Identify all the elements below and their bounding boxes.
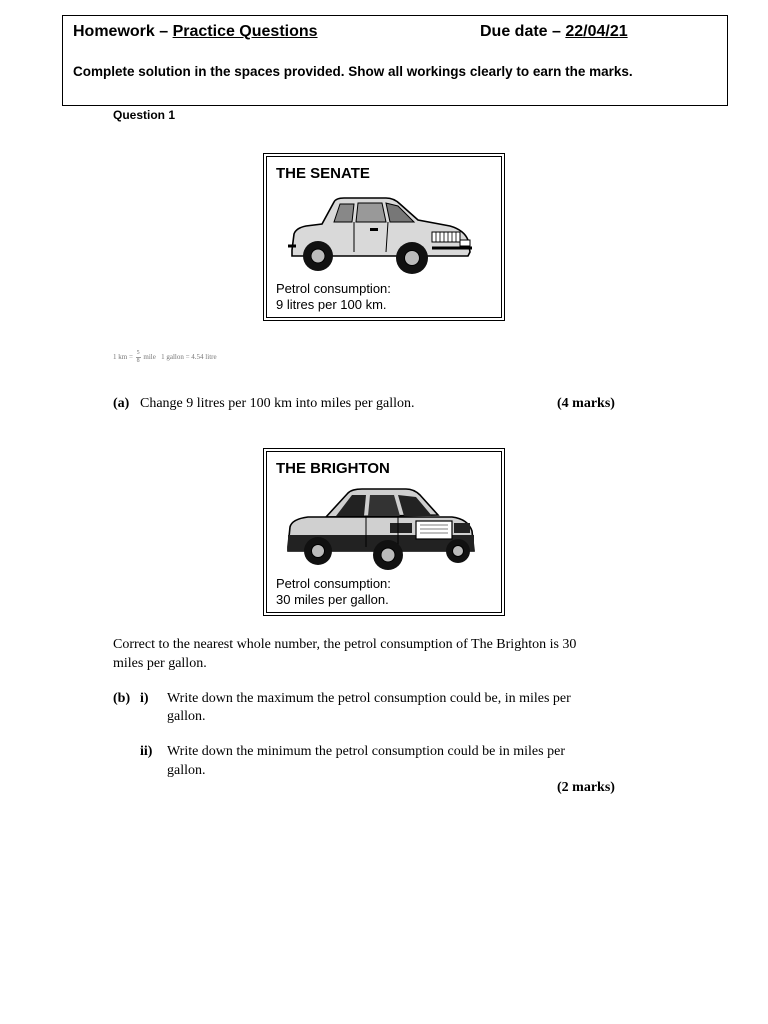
senate-card (263, 153, 505, 321)
formula-gallon: 1 gallon = 4.54 litre (161, 353, 217, 362)
part-b-ii-line2: gallon. (167, 763, 206, 778)
homework-title (73, 23, 318, 41)
question-label: Question 1 (113, 108, 176, 122)
brighton-text-line2: miles per gallon. (113, 656, 207, 671)
senate-line1: Petrol consumption: (276, 281, 391, 296)
due-date (480, 23, 628, 41)
sedan-car-icon (282, 485, 478, 577)
title-prefix: Homework – (73, 23, 173, 40)
brighton-title: THE BRIGHTON (276, 460, 390, 477)
header-box (62, 15, 728, 106)
part-a-marks: (4 marks) (557, 396, 615, 411)
formula-denominator: 8 (136, 358, 140, 364)
instructions: Complete solution in the spaces provided. Show all workings clearly to earn the marks. (73, 64, 633, 79)
part-a-label: (a) (113, 396, 130, 411)
brighton-text-line1: Correct to the nearest whole number, the petrol consumption of The Brighton is 30 (113, 637, 577, 652)
hatchback-car-icon (282, 190, 478, 282)
brighton-line2: 30 miles per gallon. (276, 592, 389, 607)
part-b-label: (b) (113, 691, 131, 706)
part-a-text: Change 9 litres per 100 km into miles per gallon. (140, 396, 415, 411)
senate-title: THE SENATE (276, 165, 370, 182)
part-b-ii-label: ii) (140, 744, 153, 759)
title-underlined: Practice Questions (172, 23, 318, 40)
conversion-formula (113, 350, 217, 365)
due-date-value: 22/04/21 (565, 23, 628, 40)
formula-mile: mile (143, 353, 156, 362)
part-b-i-line2: gallon. (167, 709, 206, 724)
formula-km: 1 km = (113, 353, 133, 362)
part-b-ii-line1: Write down the minimum the petrol consumption could be in miles per (167, 744, 565, 759)
brighton-line1: Petrol consumption: (276, 576, 391, 591)
brighton-card (263, 448, 505, 616)
formula-numerator: 5 (136, 350, 140, 356)
part-b-marks: (2 marks) (557, 780, 615, 795)
senate-line2: 9 litres per 100 km. (276, 297, 387, 312)
due-prefix: Due date – (480, 23, 566, 40)
formula-fraction (136, 350, 141, 365)
part-b-i-line1: Write down the maximum the petrol consumption could be, in miles per (167, 691, 571, 706)
part-b-i-label: i) (140, 691, 149, 706)
